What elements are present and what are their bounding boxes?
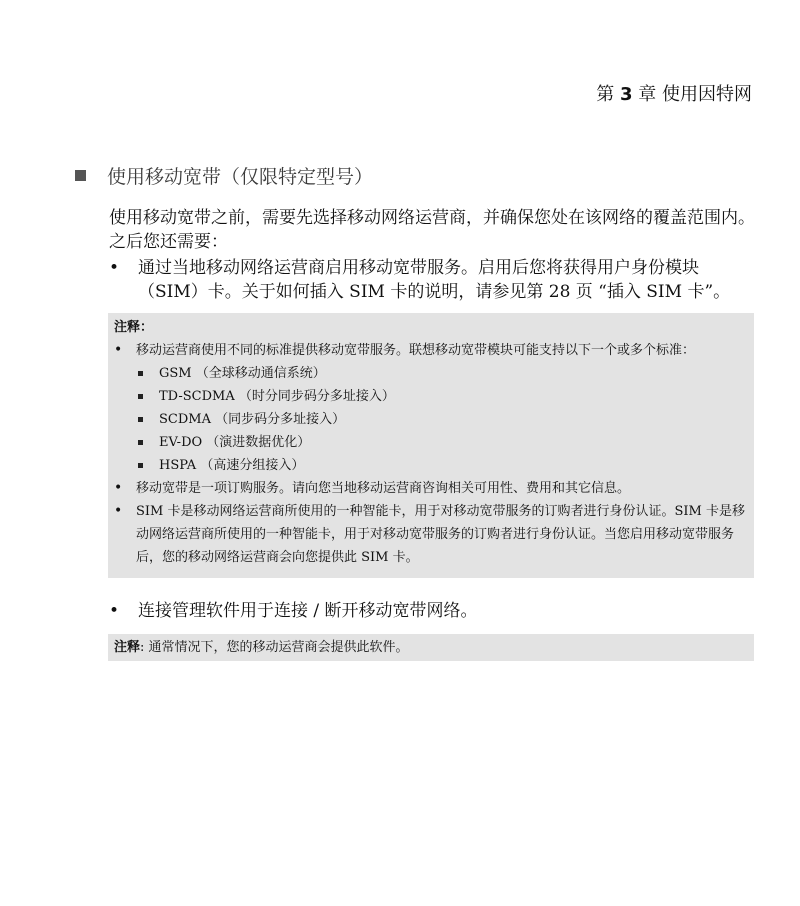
bullet-icon: • xyxy=(114,480,123,496)
bullet-icon: • xyxy=(114,342,123,358)
standard-item xyxy=(114,408,748,431)
chapter-header xyxy=(596,80,752,106)
note-item-text: 移动宽带是一项订购服务。请向您当地移动运营商咨询相关可用性、费用和其它信息。 xyxy=(136,481,631,496)
list-item xyxy=(109,256,757,304)
note-item-text: 移动运营商使用不同的标准提供移动宽带服务。联想移动宽带模块可能支持以下一个或多个标准： xyxy=(136,343,696,358)
intro-paragraph: 使用移动宽带之前，需要先选择移动网络运营商，并确保您处在该网络的覆盖范围内。之后您还需要： xyxy=(109,208,755,252)
bullet-icon: • xyxy=(109,601,120,621)
square-bullet-icon xyxy=(138,371,143,376)
standard-item xyxy=(114,362,748,385)
chapter-prefix: 第 xyxy=(596,84,615,105)
bullet-icon: • xyxy=(114,503,123,519)
square-bullet-icon xyxy=(138,440,143,445)
note-item xyxy=(114,477,748,500)
section-heading xyxy=(75,162,373,189)
list-item-text: 连接管理软件用于连接 / 断开移动宽带网络。 xyxy=(138,601,478,621)
note-title: 注释： xyxy=(114,320,154,335)
square-bullet-icon xyxy=(138,463,143,468)
chapter-title: 章 使用因特网 xyxy=(638,84,752,105)
standard-text: HSPA （高速分组接入） xyxy=(159,458,305,473)
standard-item xyxy=(114,385,748,408)
list-item xyxy=(109,599,757,623)
chapter-number: 3 xyxy=(620,84,633,105)
note-text: : 通常情况下，您的移动运营商会提供此软件。 xyxy=(140,640,409,655)
standard-text: GSM （全球移动通信系统） xyxy=(159,366,326,381)
bullet-icon: • xyxy=(109,258,120,278)
note-item-text: SIM 卡是移动网络运营商所使用的一种智能卡，用于对移动宽带服务的订购者进行身份认证。SIM 卡是移动网络运营商所使用的一种智能卡，用于对移动宽带服务的订购者进行身份认证。当您启用移动宽带服务后，您的移动网络运营商会向您提供此 SIM 卡。 xyxy=(136,504,745,565)
standard-text: TD-SCDMA （时分同步码分多址接入） xyxy=(159,389,395,404)
note-item xyxy=(114,339,748,362)
standard-text: SCDMA （同步码分多址接入） xyxy=(159,412,346,427)
square-bullet-icon xyxy=(138,417,143,422)
list-item-text: 通过当地移动网络运营商启用移动宽带服务。启用后您将获得用户身份模块（SIM）卡。关于如何插入 SIM 卡的说明，请参见第 28 页 “插入 SIM 卡”。 xyxy=(138,258,731,302)
standard-item xyxy=(114,454,748,477)
note-box xyxy=(108,313,754,578)
square-bullet-icon xyxy=(75,170,86,181)
note-box xyxy=(108,634,754,661)
note-title: 注释 xyxy=(114,640,141,655)
note-item xyxy=(114,500,748,569)
square-bullet-icon xyxy=(138,394,143,399)
section-title: 使用移动宽带（仅限特定型号） xyxy=(107,166,374,188)
standard-text: EV-DO （演进数据优化） xyxy=(159,435,311,450)
standard-item xyxy=(114,431,748,454)
